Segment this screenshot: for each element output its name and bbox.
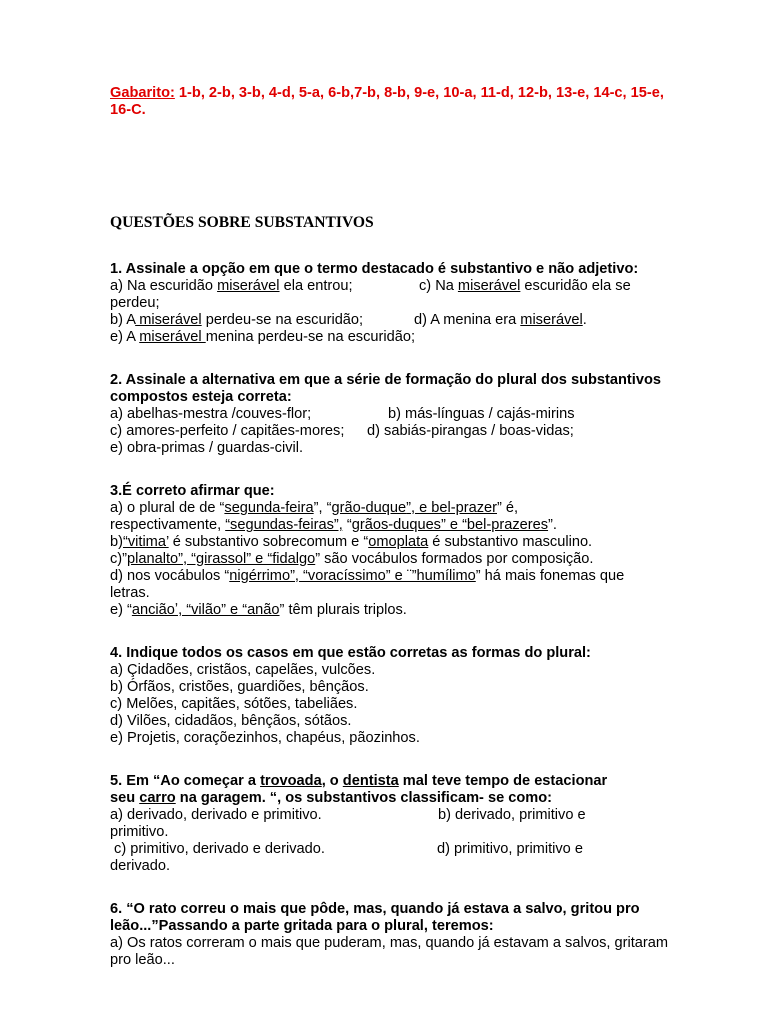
- question-1: [110, 261, 670, 346]
- option-5b: b) derivado, primitivo e: [438, 807, 586, 823]
- option-5d-cont: derivado.: [110, 858, 171, 874]
- question-2-stem: 2. Assinale a alternativa em que a série de formação do plural dos substantivos compostos esteja correta:: [110, 372, 661, 405]
- question-3: [110, 483, 670, 619]
- option-2b: b) más-línguas / cajás-mirins: [388, 406, 575, 422]
- answer-key: [110, 85, 670, 119]
- question-5-stem: 5. Em “Ao começar a trovoada, o dentista mal teve tempo de estacionar seu carro na garagem. “, os substantivos classificam- se como:: [110, 773, 608, 806]
- answer-key-label: Gabarito:: [110, 85, 175, 101]
- answer-key-text: 1-b, 2-b, 3-b, 4-d, 5-a, 6-b,7-b, 8-b, 9-e, 10-a, 11-d, 12-b, 13-e, 14-c, 15-e, 16-C.: [110, 85, 664, 118]
- option-1e: e) A miserável menina perdeu-se na escuridão;: [110, 329, 416, 345]
- option-6a: a) Os ratos correram o mais que puderam, mas, quando já estavam a salvos, gritaram pro leão...: [110, 935, 669, 968]
- option-1d: d) A menina era miserável.: [414, 312, 587, 328]
- question-6: [110, 901, 670, 969]
- option-2c: c) amores-perfeito / capitães-mores;: [110, 423, 345, 439]
- option-3b: b)“vitima’ é substantivo sobrecomum e “omoplata é substantivo masculino.: [110, 534, 593, 550]
- option-1c: c) Na miserável escuridão ela se: [419, 278, 631, 294]
- option-5b-cont: primitivo.: [110, 824, 169, 840]
- question-1-row-bd: [110, 312, 670, 329]
- option-4c: c) Melões, capitães, sótões, tabeliães.: [110, 696, 358, 712]
- option-1b: b) A miserável perdeu-se na escuridão;: [110, 312, 364, 328]
- option-4a: a) Çidadões, cristãos, capelães, vulcões.: [110, 662, 376, 678]
- option-5a: a) derivado, derivado e primitivo.: [110, 807, 322, 823]
- question-1-row-ac: [110, 278, 670, 295]
- option-2e: e) obra-primas / guardas-civil.: [110, 440, 304, 456]
- option-1a: a) Na escuridão miserável ela entrou;: [110, 278, 353, 294]
- question-4: [110, 645, 670, 747]
- document-page: [110, 85, 670, 969]
- option-2a: a) abelhas-mestra /couves-flor;: [110, 406, 312, 422]
- option-3c: c)”planalto”, “girassol” e “fidalgo” são vocábulos formados por composição.: [110, 551, 594, 567]
- question-5: [110, 773, 670, 875]
- option-2d: d) sabiás-pirangas / boas-vidas;: [367, 423, 574, 439]
- option-3e: e) “anciãoʼ, “vilão” e “anão” têm plurais triplos.: [110, 602, 407, 618]
- option-5d: d) primitivo, primitivo e: [437, 841, 583, 857]
- question-6-stem: 6. “O rato correu o mais que pôde, mas, quando já estava a salvo, gritou pro leão...”Passando a parte gritada para o plural, teremos:: [110, 901, 640, 934]
- page-title: QUESTÕES SOBRE SUBSTANTIVOS: [110, 214, 374, 231]
- option-3a-cont: respectivamente, “segundas-feiras”, “grãos-duques” e “bel-prazeres”.: [110, 517, 557, 533]
- option-1c-cont: perdeu;: [110, 295, 160, 311]
- question-2: [110, 372, 670, 457]
- question-1-stem: 1. Assinale a opção em que o termo destacado é substantivo e não adjetivo:: [110, 261, 639, 277]
- option-3a: a) o plural de de “segunda-feira”, “grão-duque”, e bel-prazer” é,: [110, 500, 519, 516]
- option-4b: b) Órfãos, cristões, guardiões, bênçãos.: [110, 679, 369, 695]
- option-5c: c) primitivo, derivado e derivado.: [110, 841, 325, 857]
- option-4e: e) Projetis, coraçõezinhos, chapéus, pãozinhos.: [110, 730, 420, 746]
- option-3d: d) nos vocábulos “nigérrimo”, “voracíssimo” e ¨”humílimo” há mais fonemas que: [110, 568, 625, 584]
- question-3-stem: 3.É correto afirmar que:: [110, 483, 275, 499]
- option-3d-cont: letras.: [110, 585, 150, 601]
- question-4-stem: 4. Indique todos os casos em que estão corretas as formas do plural:: [110, 645, 591, 661]
- option-4d: d) Vilões, cidadãos, bênçãos, sótãos.: [110, 713, 352, 729]
